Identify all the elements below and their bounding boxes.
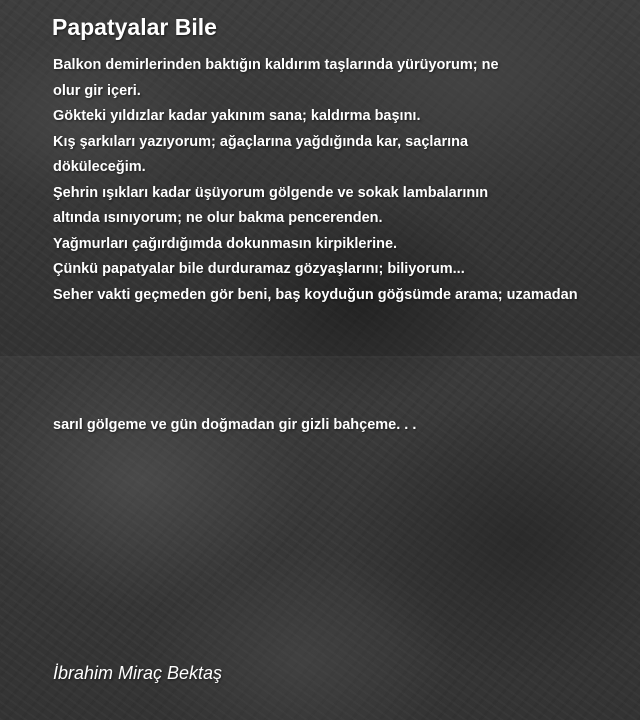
poem-line: Çünkü papatyalar bile durduramaz gözyaşlarını; biliyorum...: [53, 261, 465, 277]
poem-title: Papatyalar Bile: [52, 14, 217, 40]
poem-author: İbrahim Miraç Bektaş: [53, 663, 223, 683]
poem-line: Gökteki yıldızlar kadar yakınım sana; kaldırma başını.: [53, 108, 421, 124]
poem-line: döküleceğim.: [53, 159, 146, 175]
poem-body: [53, 53, 640, 308]
poem-line: Şehrin ışıkları kadar üşüyorum gölgende ve sokak lambalarının: [53, 184, 489, 201]
poem-line: altında ısınıyorum; ne olur bakma pencerenden.: [53, 210, 383, 226]
poem-line: Seher vakti geçmeden gör beni, baş koyduğun göğsümde arama; uzamadan: [53, 286, 578, 303]
poem-line: olur gir içeri.: [53, 82, 141, 99]
poem-line: Yağmurları çağırdığımda dokunmasın kirpiklerine.: [53, 235, 398, 252]
poem-continuation-line: sarıl gölgeme ve gün doğmadan gir gizli bahçeme. . .: [53, 417, 417, 433]
poem-line: Kış şarkıları yazıyorum; ağaçlarına yağdığında kar, saçlarına: [53, 133, 469, 150]
poem-line: Balkon demirlerinden baktığın kaldırım taşlarında yürüyorum; ne: [53, 57, 499, 73]
